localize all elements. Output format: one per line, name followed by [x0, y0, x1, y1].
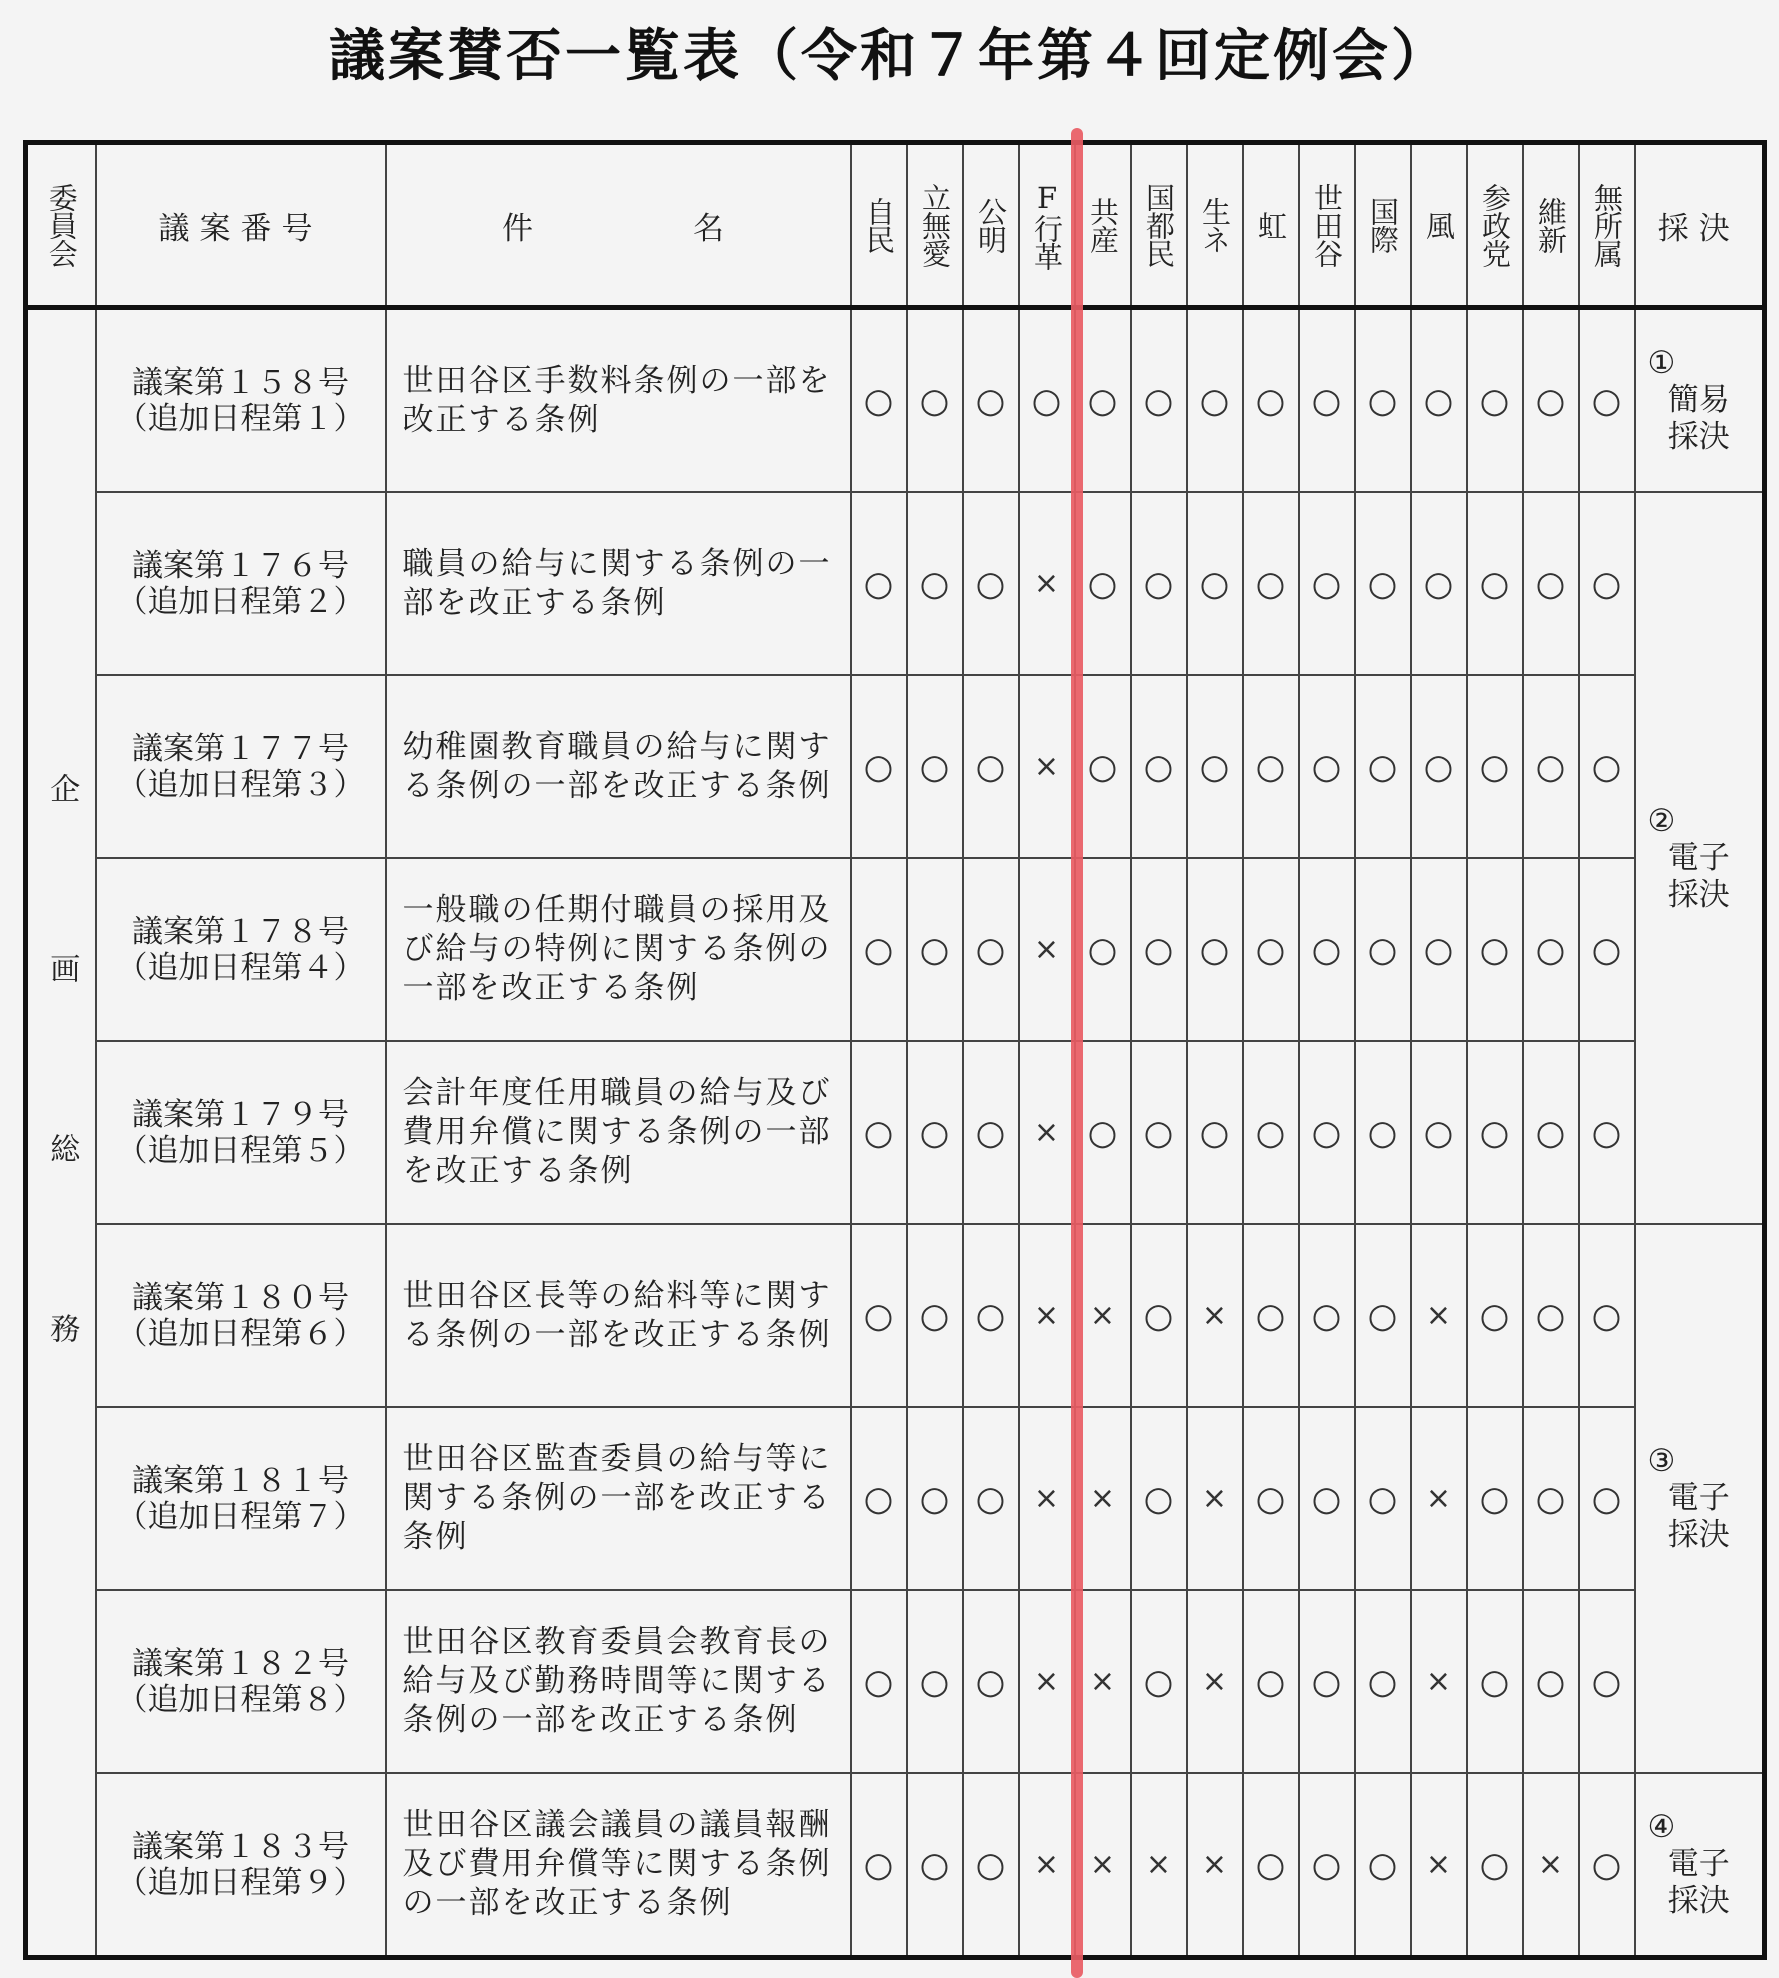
vote-cell: ○ [1299, 858, 1355, 1041]
table-row [26, 1590, 1765, 1773]
vote-cell: × [1075, 1224, 1131, 1407]
vote-cell: ○ [1187, 1041, 1243, 1224]
bill-number: 議案第１７６号 [132, 547, 349, 584]
bill-number-cell [96, 858, 386, 1041]
bill-title: 一般職の任期付職員の採用及び給与の特例に関する条例の一部を改正する条例 [386, 858, 851, 1041]
header-party: 立無愛 [907, 143, 963, 308]
vote-cell: ○ [851, 1590, 907, 1773]
vote-cell: ○ [1355, 675, 1411, 858]
vote-cell: ○ [1467, 1590, 1523, 1773]
vote-cell: ○ [851, 1773, 907, 1958]
vote-cell: ○ [1187, 858, 1243, 1041]
vote-cell: ○ [1579, 1773, 1635, 1958]
table-row [26, 1773, 1765, 1958]
vote-cell: ○ [963, 492, 1019, 675]
vote-cell: ○ [1467, 1041, 1523, 1224]
vote-cell: ○ [1355, 1407, 1411, 1590]
result-label-b: 採決 [1667, 419, 1730, 455]
bill-number: 議案第１８２号 [132, 1645, 349, 1682]
header-subject-a: 件 [502, 210, 543, 247]
result-label-b: 採決 [1667, 1517, 1730, 1553]
result-number: ① [1647, 345, 1676, 381]
vote-cell: ○ [1243, 1590, 1299, 1773]
result-label-a: 簡易 [1667, 382, 1730, 418]
vote-cell: × [1131, 1773, 1187, 1958]
header-party: 虹 [1243, 143, 1299, 308]
vote-cell: × [1019, 1773, 1075, 1958]
vote-cell: ○ [1299, 1224, 1355, 1407]
vote-cell: ○ [1243, 308, 1299, 493]
vote-cell: ○ [1187, 492, 1243, 675]
vote-cell: ○ [1411, 492, 1467, 675]
vote-cell: ○ [1411, 858, 1467, 1041]
vote-cell: ○ [963, 308, 1019, 493]
vote-cell: ○ [1355, 858, 1411, 1041]
header-party: 無所属 [1579, 143, 1635, 308]
bill-title: 世田谷区手数料条例の一部を改正する条例 [386, 308, 851, 493]
vote-cell: ○ [1075, 308, 1131, 493]
bill-number-cell [96, 1590, 386, 1773]
vote-cell: ○ [907, 1773, 963, 1958]
vote-cell: ○ [907, 308, 963, 493]
vote-cell: × [1019, 1224, 1075, 1407]
header-party: 国都民 [1131, 143, 1187, 308]
vote-cell: ○ [907, 675, 963, 858]
table-row [26, 1224, 1765, 1407]
result-label-b: 採決 [1667, 1883, 1730, 1919]
header-party: 世田谷 [1299, 143, 1355, 308]
vote-table [23, 140, 1767, 1960]
vote-cell: ○ [1355, 492, 1411, 675]
vote-cell: ○ [1355, 1041, 1411, 1224]
table-row [26, 1407, 1765, 1590]
vote-cell: ○ [851, 1224, 907, 1407]
vote-cell: ○ [1243, 1407, 1299, 1590]
committee-cell [26, 308, 96, 1958]
vote-cell: ○ [963, 1407, 1019, 1590]
vote-cell: ○ [1131, 1590, 1187, 1773]
vote-cell: ○ [1019, 308, 1075, 493]
header-party: 共産 [1075, 143, 1131, 308]
bill-number: 議案第１７８号 [132, 913, 349, 950]
header-bill-number: 議案番号 [96, 143, 386, 308]
vote-cell: ○ [1579, 492, 1635, 675]
header-party: 風 [1411, 143, 1467, 308]
vote-cell: ○ [1579, 858, 1635, 1041]
vote-cell: × [1019, 1407, 1075, 1590]
vote-cell: × [1019, 858, 1075, 1041]
result-number: ④ [1647, 1809, 1676, 1845]
vote-cell: ○ [1579, 1041, 1635, 1224]
vote-cell: ○ [1131, 675, 1187, 858]
result-number: ③ [1647, 1443, 1676, 1479]
committee-name: 企画総務 [44, 772, 80, 1493]
vote-cell: ○ [1579, 1407, 1635, 1590]
vote-cell: × [1411, 1773, 1467, 1958]
vote-cell: × [1019, 675, 1075, 858]
vote-cell: × [1019, 492, 1075, 675]
page-title: 議案賛否一覧表（令和７年第４回定例会） [329, 24, 1450, 89]
vote-cell: ○ [1131, 858, 1187, 1041]
header-result: 採決 [1635, 143, 1765, 308]
header-row [26, 143, 1765, 308]
bill-schedule: （追加日程第８） [116, 1681, 365, 1718]
result-cell [1635, 1224, 1765, 1773]
vote-cell: ○ [963, 1041, 1019, 1224]
vote-cell: × [1411, 1590, 1467, 1773]
vote-cell: ○ [1131, 492, 1187, 675]
bill-number-cell [96, 308, 386, 493]
vote-cell: ○ [851, 308, 907, 493]
vote-cell: ○ [1131, 308, 1187, 493]
vote-cell: ○ [1243, 675, 1299, 858]
vote-cell: ○ [1411, 1041, 1467, 1224]
bill-number: 議案第１７７号 [132, 730, 349, 767]
vote-cell: ○ [907, 858, 963, 1041]
bill-schedule: （追加日程第６） [116, 1315, 365, 1352]
vote-cell: ○ [1467, 308, 1523, 493]
vote-cell: × [1019, 1041, 1075, 1224]
vote-cell: ○ [1075, 675, 1131, 858]
vote-cell: ○ [1131, 1407, 1187, 1590]
vote-cell: ○ [963, 675, 1019, 858]
vote-cell: ○ [1243, 492, 1299, 675]
vote-cell: ○ [1075, 1041, 1131, 1224]
bill-number-cell [96, 675, 386, 858]
result-label-a: 電子 [1667, 839, 1730, 876]
header-party: F行革 [1019, 143, 1075, 308]
bill-number: 議案第１８１号 [132, 1462, 349, 1499]
table-row [26, 492, 1765, 675]
bill-schedule: （追加日程第３） [116, 766, 365, 803]
bill-number-cell [96, 1773, 386, 1958]
vote-cell: × [1187, 1773, 1243, 1958]
vote-cell: ○ [963, 858, 1019, 1041]
vote-cell: ○ [1299, 1590, 1355, 1773]
table-row [26, 1041, 1765, 1224]
vote-cell: ○ [963, 1224, 1019, 1407]
vote-cell: ○ [1187, 308, 1243, 493]
vote-cell: ○ [1523, 675, 1579, 858]
vote-cell: ○ [851, 1041, 907, 1224]
vote-cell: × [1411, 1407, 1467, 1590]
header-subject [386, 143, 851, 308]
bill-title: 職員の給与に関する条例の一部を改正する条例 [386, 492, 851, 675]
header-party: 公明 [963, 143, 1019, 308]
vote-cell: ○ [1075, 858, 1131, 1041]
vote-cell: × [1075, 1773, 1131, 1958]
vote-cell: ○ [1355, 1773, 1411, 1958]
vote-cell: × [1075, 1407, 1131, 1590]
vote-cell: ○ [1299, 1041, 1355, 1224]
vote-cell: ○ [1355, 1224, 1411, 1407]
vote-cell: ○ [1299, 1407, 1355, 1590]
vote-cell: ○ [1299, 1773, 1355, 1958]
header-party: 参政党 [1467, 143, 1523, 308]
vote-cell: ○ [1411, 308, 1467, 493]
bill-schedule: （追加日程第２） [116, 583, 365, 620]
vote-cell: × [1187, 1224, 1243, 1407]
bill-number-cell [96, 492, 386, 675]
vote-cell: ○ [1523, 1224, 1579, 1407]
vote-cell: ○ [1411, 675, 1467, 858]
bill-schedule: （追加日程第４） [116, 949, 365, 986]
vote-cell: ○ [1467, 492, 1523, 675]
vote-cell: × [1187, 1590, 1243, 1773]
table-row [26, 675, 1765, 858]
result-label-a: 電子 [1667, 1846, 1730, 1882]
vote-cell: × [1075, 1590, 1131, 1773]
header-subject-b: 名 [693, 210, 734, 247]
table-row [26, 858, 1765, 1041]
vote-cell: ○ [851, 1407, 907, 1590]
vote-cell: ○ [1355, 1590, 1411, 1773]
vote-cell: ○ [907, 492, 963, 675]
vote-cell: ○ [1075, 492, 1131, 675]
vote-cell: ○ [963, 1773, 1019, 1958]
bill-schedule: （追加日程第１） [116, 400, 365, 437]
vote-cell: ○ [907, 1590, 963, 1773]
vote-cell: ○ [1523, 1407, 1579, 1590]
vote-cell: × [1411, 1224, 1467, 1407]
vote-cell: ○ [1579, 1224, 1635, 1407]
vote-cell: ○ [851, 492, 907, 675]
bill-title: 幼稚園教育職員の給与に関する条例の一部を改正する条例 [386, 675, 851, 858]
vote-cell: × [1187, 1407, 1243, 1590]
vote-cell: ○ [1243, 858, 1299, 1041]
vote-cell: ○ [907, 1407, 963, 1590]
header-party: 維新 [1523, 143, 1579, 308]
vote-cell: ○ [851, 675, 907, 858]
bill-title: 世田谷区長等の給料等に関する条例の一部を改正する条例 [386, 1224, 851, 1407]
result-cell [1635, 492, 1765, 1224]
bill-number: 議案第１８０号 [132, 1279, 349, 1316]
bill-number-cell [96, 1407, 386, 1590]
vote-cell: ○ [1299, 492, 1355, 675]
table-row [26, 308, 1765, 493]
result-label-b: 採決 [1667, 876, 1730, 913]
result-cell [1635, 308, 1765, 493]
header-party: 自民 [851, 143, 907, 308]
vote-cell: ○ [1243, 1773, 1299, 1958]
vote-cell: ○ [1523, 308, 1579, 493]
bill-schedule: （追加日程第７） [116, 1498, 365, 1535]
bill-number-cell [96, 1041, 386, 1224]
header-committee: 委員会 [26, 143, 96, 308]
vote-cell: ○ [907, 1224, 963, 1407]
vote-cell: ○ [1467, 858, 1523, 1041]
bill-schedule: （追加日程第５） [116, 1132, 365, 1169]
bill-number-cell [96, 1224, 386, 1407]
vote-cell: ○ [1523, 1041, 1579, 1224]
vote-cell: ○ [1523, 858, 1579, 1041]
result-label-a: 電子 [1667, 1480, 1730, 1516]
bill-schedule: （追加日程第９） [116, 1864, 365, 1901]
vote-cell: ○ [1467, 1773, 1523, 1958]
bill-title: 世田谷区教育委員会教育長の給与及び勤務時間等に関する条例の一部を改正する条例 [386, 1590, 851, 1773]
vote-cell: ○ [1579, 675, 1635, 858]
vote-cell: ○ [1467, 1407, 1523, 1590]
bill-number: 議案第１８３号 [132, 1828, 349, 1865]
vote-cell: ○ [963, 1590, 1019, 1773]
vote-cell: × [1523, 1773, 1579, 1958]
vote-cell: ○ [1579, 1590, 1635, 1773]
vote-cell: ○ [1355, 308, 1411, 493]
vote-cell: ○ [1299, 675, 1355, 858]
result-cell [1635, 1773, 1765, 1958]
vote-cell: × [1019, 1590, 1075, 1773]
vote-cell: ○ [1579, 308, 1635, 493]
vote-cell: ○ [1243, 1224, 1299, 1407]
vote-cell: ○ [851, 858, 907, 1041]
vote-cell: ○ [1467, 1224, 1523, 1407]
result-number: ② [1647, 802, 1676, 839]
header-party: 生ネ [1187, 143, 1243, 308]
vote-cell: ○ [1523, 492, 1579, 675]
vote-cell: ○ [907, 1041, 963, 1224]
vote-cell: ○ [1523, 1590, 1579, 1773]
bill-title: 会計年度任用職員の給与及び費用弁償に関する条例の一部を改正する条例 [386, 1041, 851, 1224]
vote-cell: ○ [1299, 308, 1355, 493]
vote-cell: ○ [1243, 1041, 1299, 1224]
vote-cell: ○ [1131, 1224, 1187, 1407]
vote-cell: ○ [1467, 675, 1523, 858]
vote-cell: ○ [1131, 1041, 1187, 1224]
vote-cell: ○ [1187, 675, 1243, 858]
bill-number: 議案第１７９号 [132, 1096, 349, 1133]
bill-number: 議案第１５８号 [132, 364, 349, 401]
bill-title: 世田谷区監査委員の給与等に関する条例の一部を改正する条例 [386, 1407, 851, 1590]
bill-title: 世田谷区議会議員の議員報酬及び費用弁償等に関する条例の一部を改正する条例 [386, 1773, 851, 1958]
header-party: 国際 [1355, 143, 1411, 308]
